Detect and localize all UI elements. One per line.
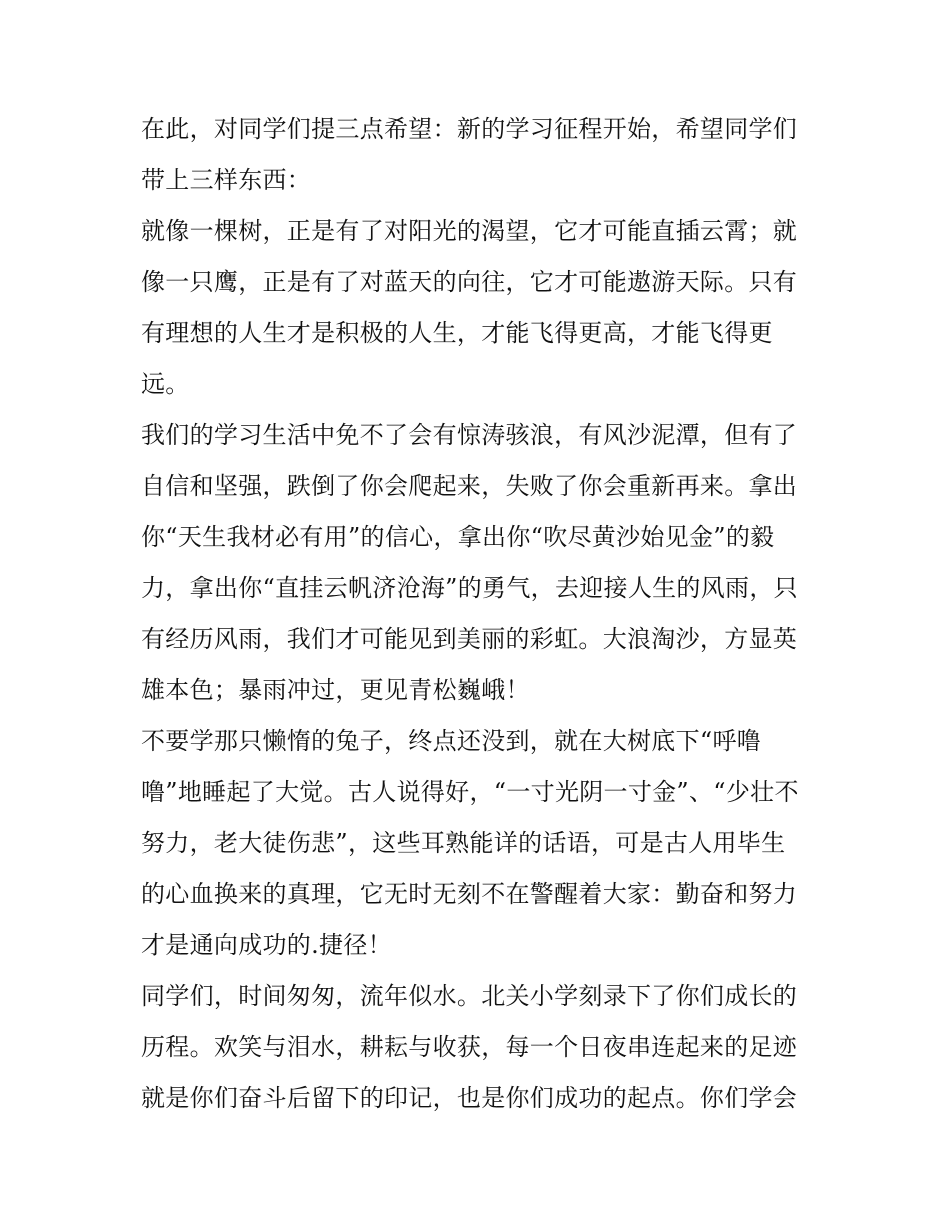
text-line: 有理想的人生才是积极的人生，才能飞得更高，才能飞得更	[141, 319, 773, 347]
text-line: 就像一棵树，正是有了对阳光的渴望，它才可能直插云霄；就	[141, 217, 798, 245]
text-line: 历程。欢笑与泪水，耕耘与收获，每一个日夜串连起来的足迹	[141, 1033, 798, 1061]
document-body	[141, 104, 821, 1124]
text-line: 噜”地睡起了大觉。古人说得好，“一寸光阴一寸金”、“少壮不	[141, 778, 799, 806]
text-line: 的心血换来的真理，它无时无刻不在警醒着大家：勤奋和努力	[141, 880, 798, 908]
text-line: 努力，老大徒伤悲”，这些耳熟能详的话语，可是古人用毕生	[141, 829, 786, 857]
text-line: 就是你们奋斗后留下的印记，也是你们成功的起点。你们学会	[141, 1084, 798, 1112]
text-line: 才是通向成功的.捷径！	[141, 931, 392, 959]
text-line: 不要学那只懒惰的兔子，终点还没到，就在大树底下“呼噜	[141, 727, 762, 755]
text-line: 像一只鹰，正是有了对蓝天的向往，它才可能遨游天际。只有	[141, 268, 798, 296]
text-line: 雄本色；暴雨冲过，更见青松巍峨！	[141, 676, 530, 704]
text-line: 同学们，时间匆匆，流年似水。北关小学刻录下了你们成长的	[141, 982, 798, 1010]
text-line: 我们的学习生活中免不了会有惊涛骇浪，有风沙泥潭，但有了	[141, 421, 798, 449]
text-line: 在此，对同学们提三点希望：新的学习征程开始，希望同学们	[141, 115, 798, 143]
text-line: 有经历风雨，我们才可能见到美丽的彩虹。大浪淘沙，方显英	[141, 625, 798, 653]
text-line: 带上三样东西：	[141, 166, 312, 194]
text-line: 自信和坚强，跌倒了你会爬起来，失败了你会重新再来。拿出	[141, 472, 798, 500]
text-line: 远。	[141, 370, 190, 398]
text-line: 你“天生我材必有用”的信心，拿出你“吹尽黄沙始见金”的毅	[141, 523, 775, 551]
text-line: 力，拿出你“直挂云帆济沧海”的勇气，去迎接人生的风雨，只	[141, 574, 798, 602]
